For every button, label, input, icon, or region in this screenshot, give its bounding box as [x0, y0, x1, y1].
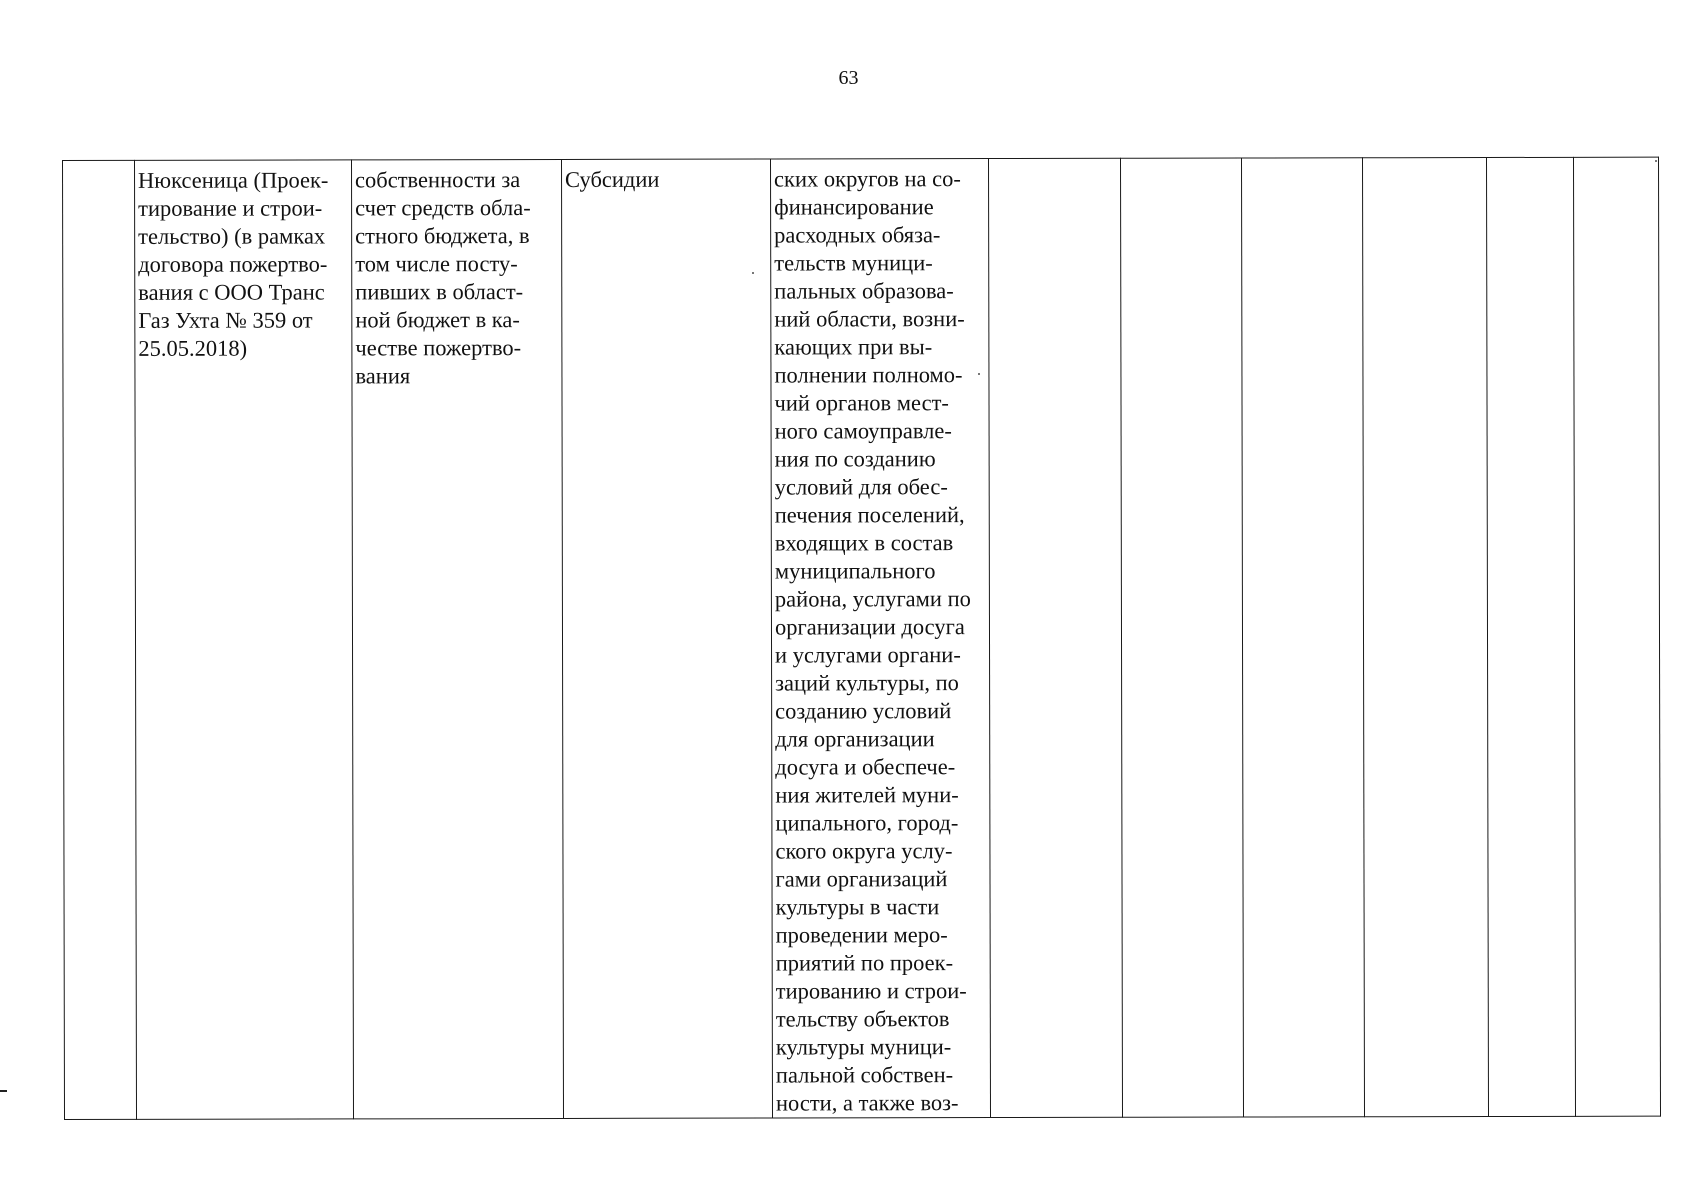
- cell-empty-7: [1120, 158, 1243, 1117]
- object-name-text: Нюксеница (Проек- тирование и строи- тельство) (в рамках договора пожертво- вания с ООО Транс Газ Ухта № 359 от 25.05.2018): [138, 167, 329, 361]
- cell-empty-6: [988, 158, 1122, 1117]
- table-row: [63, 157, 1661, 1119]
- cell-transfer-type: [561, 159, 772, 1118]
- data-table: [62, 157, 1661, 1120]
- cell-empty-10: [1486, 157, 1575, 1116]
- cell-object-name: [135, 160, 354, 1119]
- transfer-type-text: Субсидии: [565, 166, 660, 192]
- scan-margin-mark: [0, 1090, 7, 1092]
- cell-empty-11: [1573, 157, 1660, 1116]
- cell-funding-source: [352, 159, 564, 1118]
- funding-source-text: собственности за счет средств обла- стного бюджета, в том числе посту- пивших в област- ной бюджет в ка- честве пожертво- вания: [355, 167, 531, 389]
- scan-speck: [752, 272, 754, 274]
- page-number: 63: [838, 67, 859, 89]
- scan-speck: [1655, 160, 1657, 162]
- cell-empty-8: [1241, 158, 1364, 1117]
- transfer-description-text: ских округов на со- финансирование расходных обяза- тельств муници- пальных образова- ний области, возни- кающих при вы- полнении полномо- чий органов мест- ного самоуправле- ния по созданию условий для обес- печения поселений, входящих в состав муниципального района, услугами по организации досуга и услугами органи- заций культуры, по созданию условий для организации досуга и обеспече- ния жителей муни- ципального, город- ского округа услу- гами организаций культуры в части проведении меро- приятий по проек- тированию и строи- тельству объектов культуры муници- пальной собствен- ности, а также воз-: [774, 166, 971, 1116]
- cell-transfer-description: [770, 159, 990, 1118]
- scan-speck: [978, 373, 980, 375]
- cell-number: [63, 160, 137, 1119]
- cell-empty-9: [1362, 158, 1488, 1117]
